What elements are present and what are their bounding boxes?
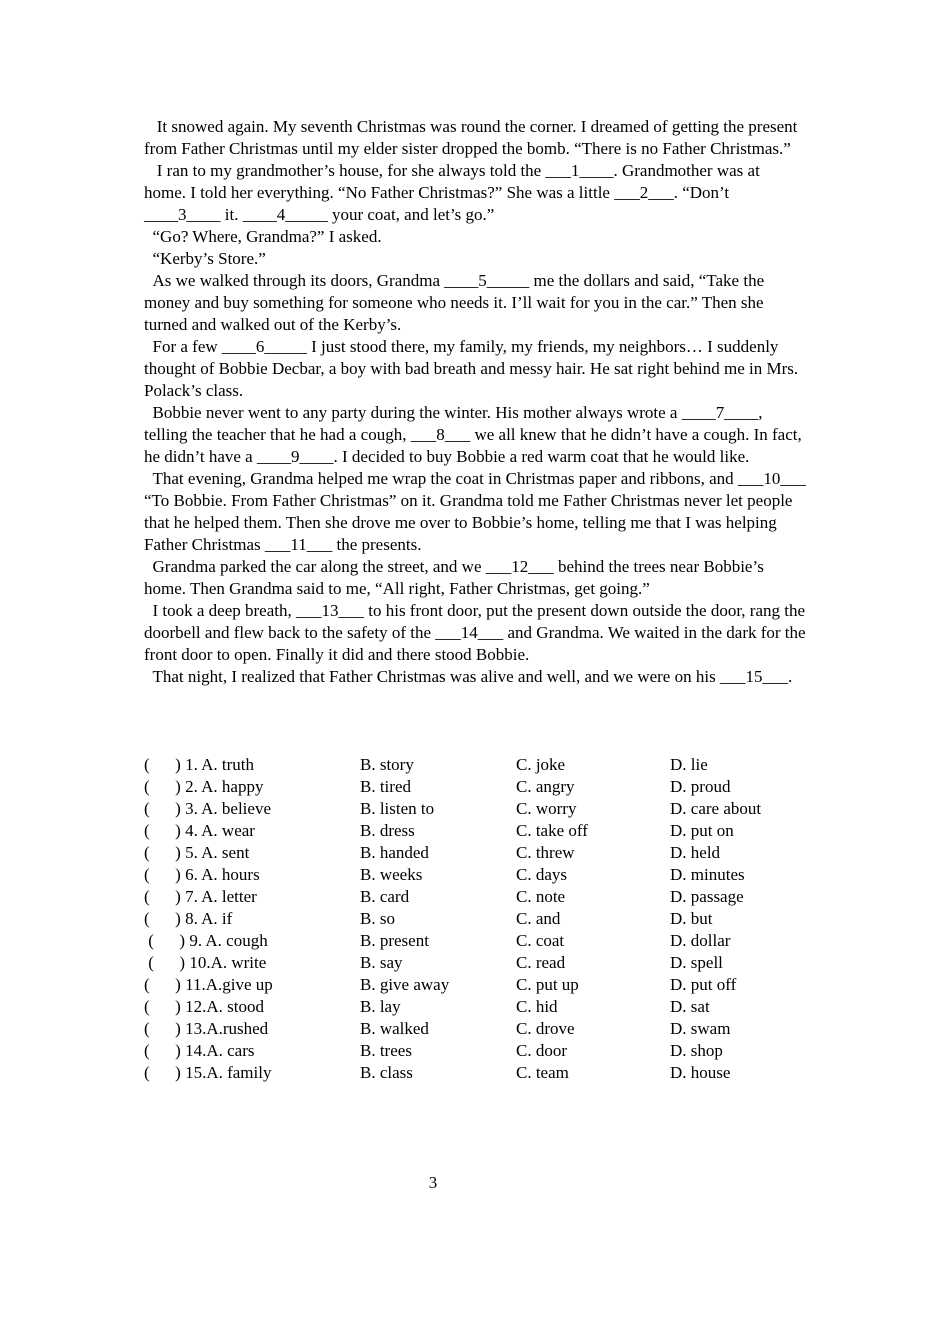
question-row xyxy=(144,930,806,952)
question-option-a: ( ) 8. A. if xyxy=(144,909,233,928)
passage-paragraph: I took a deep breath, ___13___ to his front door, put the present down outside the door, rang the doorbell and flew back to the safety of the ___14___ and Grandma. We waited in the dark for the front door to open. Finally it did and there stood Bobbie. xyxy=(144,601,810,664)
question-option-b: B. handed xyxy=(360,843,429,862)
question-row xyxy=(144,1018,806,1040)
question-option-d: D. held xyxy=(670,843,721,862)
question-row xyxy=(144,776,806,798)
question-option-c: C. worry xyxy=(516,799,577,818)
question-option-b: B. dress xyxy=(360,821,415,840)
question-option-c: C. and xyxy=(516,909,561,928)
question-option-c: C. angry xyxy=(516,777,575,796)
question-option-d: D. proud xyxy=(670,777,731,796)
question-option-c: C. drove xyxy=(516,1019,575,1038)
question-option-c: C. team xyxy=(516,1063,569,1082)
passage-paragraph: That night, I realized that Father Christmas was alive and well, and we were on his ___15___. xyxy=(144,667,793,686)
question-option-c: C. coat xyxy=(516,931,565,950)
question-option-a: ( ) 6. A. hours xyxy=(144,865,260,884)
question-row xyxy=(144,864,806,886)
question-option-c: C. days xyxy=(516,865,567,884)
question-option-d: D. swam xyxy=(670,1019,731,1038)
passage-paragraph: Grandma parked the car along the street, and we ___12___ behind the trees near Bobbie’s home. Then Grandma said to me, “All right, Father Christmas, get going.” xyxy=(144,557,769,598)
passage-paragraph: As we walked through its doors, Grandma ____5_____ me the dollars and said, “Take the money and buy something for someone who needs it. I’ll wait for you in the car.” Then she turned and walked out of the Kerby’s. xyxy=(144,271,769,334)
question-option-b: B. listen to xyxy=(360,799,435,818)
question-option-d: D. dollar xyxy=(670,931,731,950)
question-row xyxy=(144,974,806,996)
question-option-b: B. trees xyxy=(360,1041,412,1060)
question-option-d: D. house xyxy=(670,1063,731,1082)
question-option-d: D. sat xyxy=(670,997,710,1016)
passage-paragraph: “Kerby’s Store.” xyxy=(144,249,266,268)
question-option-c: C. take off xyxy=(516,821,588,840)
passage-paragraph: It snowed again. My seventh Christmas was round the corner. I dreamed of getting the present from Father Christmas until my elder sister dropped the bomb. “There is no Father Christmas.” xyxy=(144,117,802,158)
passage-paragraph: “Go? Where, Grandma?” I asked. xyxy=(144,227,382,246)
question-option-c: C. read xyxy=(516,953,566,972)
question-option-a: ( ) 13.A.rushed xyxy=(144,1019,269,1038)
question-option-d: D. shop xyxy=(670,1041,723,1060)
passage-paragraph: For a few ____6_____ I just stood there, my family, my friends, my neighbors… I suddenly thought of Bobbie Decbar, a boy with bad breath and messy hair. He sat right behind me in Mrs. Polack’s class. xyxy=(144,337,803,400)
question-row xyxy=(144,952,806,974)
passage-paragraph: I ran to my grandmother’s house, for she always told the ___1____. Grandmother was at home. I told her everything. “No Father Christmas?” She was a little ___2___. “Don’t ____3____ it. ____4_____ your coat, and let’s go.” xyxy=(144,161,765,224)
question-option-b: B. story xyxy=(360,755,414,774)
question-option-d: D. but xyxy=(670,909,713,928)
question-row xyxy=(144,798,806,820)
question-option-d: D. lie xyxy=(670,755,708,774)
question-option-d: D. spell xyxy=(670,953,723,972)
question-option-d: D. care about xyxy=(670,799,762,818)
question-row xyxy=(144,842,806,864)
question-option-a: ( ) 7. A. letter xyxy=(144,887,257,906)
question-option-a: ( ) 3. A. believe xyxy=(144,799,271,818)
question-option-d: D. minutes xyxy=(670,865,745,884)
question-option-b: B. tired xyxy=(360,777,411,796)
question-row xyxy=(144,1040,806,1062)
question-option-b: B. walked xyxy=(360,1019,429,1038)
question-option-d: D. put on xyxy=(670,821,734,840)
question-option-d: D. put off xyxy=(670,975,737,994)
question-row xyxy=(144,1062,806,1084)
question-option-a: ( ) 10.A. write xyxy=(144,953,267,972)
passage-paragraph: Bobbie never went to any party during the winter. His mother always wrote a ____7____, telling the teacher that he had a cough, ___8___ we all knew that he didn’t have a cough. In fact, he didn’t have a ____9____. I decided to buy Bobbie a red warm coat that he would like. xyxy=(144,403,806,466)
question-option-a: ( ) 5. A. sent xyxy=(144,843,250,862)
question-option-c: C. put up xyxy=(516,975,579,994)
passage-paragraph: That evening, Grandma helped me wrap the coat in Christmas paper and ribbons, and ___10___ “To Bobbie. From Father Christmas” on it. Grandma told me Father Christmas never let people that he helped them. Then she drove me over to Bobbie’s home, telling me that I was helping Father Christmas ___11___ the presents. xyxy=(144,469,811,554)
question-option-b: B. give away xyxy=(360,975,450,994)
question-option-b: B. card xyxy=(360,887,410,906)
question-option-a: ( ) 1. A. truth xyxy=(144,755,255,774)
question-row xyxy=(144,908,806,930)
question-option-b: B. lay xyxy=(360,997,401,1016)
question-option-b: B. say xyxy=(360,953,403,972)
question-row xyxy=(144,820,806,842)
question-row xyxy=(144,996,806,1018)
question-option-c: C. hid xyxy=(516,997,558,1016)
page-number: 3 xyxy=(428,1173,438,1192)
question-row xyxy=(144,886,806,908)
question-option-b: B. weeks xyxy=(360,865,423,884)
answer-options-list xyxy=(144,754,806,1084)
question-option-a: ( ) 2. A. happy xyxy=(144,777,264,796)
question-option-a: ( ) 15.A. family xyxy=(144,1063,272,1082)
question-option-a: ( ) 12.A. stood xyxy=(144,997,264,1016)
question-option-a: ( ) 14.A. cars xyxy=(144,1041,255,1060)
question-option-c: C. door xyxy=(516,1041,567,1060)
cloze-passage xyxy=(144,116,811,688)
question-option-b: B. present xyxy=(360,931,429,950)
question-option-a: ( ) 4. A. wear xyxy=(144,821,255,840)
question-option-a: ( ) 11.A.give up xyxy=(144,975,273,994)
question-option-b: B. so xyxy=(360,909,395,928)
question-option-a: ( ) 9. A. cough xyxy=(144,931,268,950)
question-option-d: D. passage xyxy=(670,887,744,906)
question-option-b: B. class xyxy=(360,1063,413,1082)
question-option-c: C. note xyxy=(516,887,566,906)
question-option-c: C. threw xyxy=(516,843,575,862)
question-option-c: C. joke xyxy=(516,755,566,774)
question-row xyxy=(144,754,806,776)
